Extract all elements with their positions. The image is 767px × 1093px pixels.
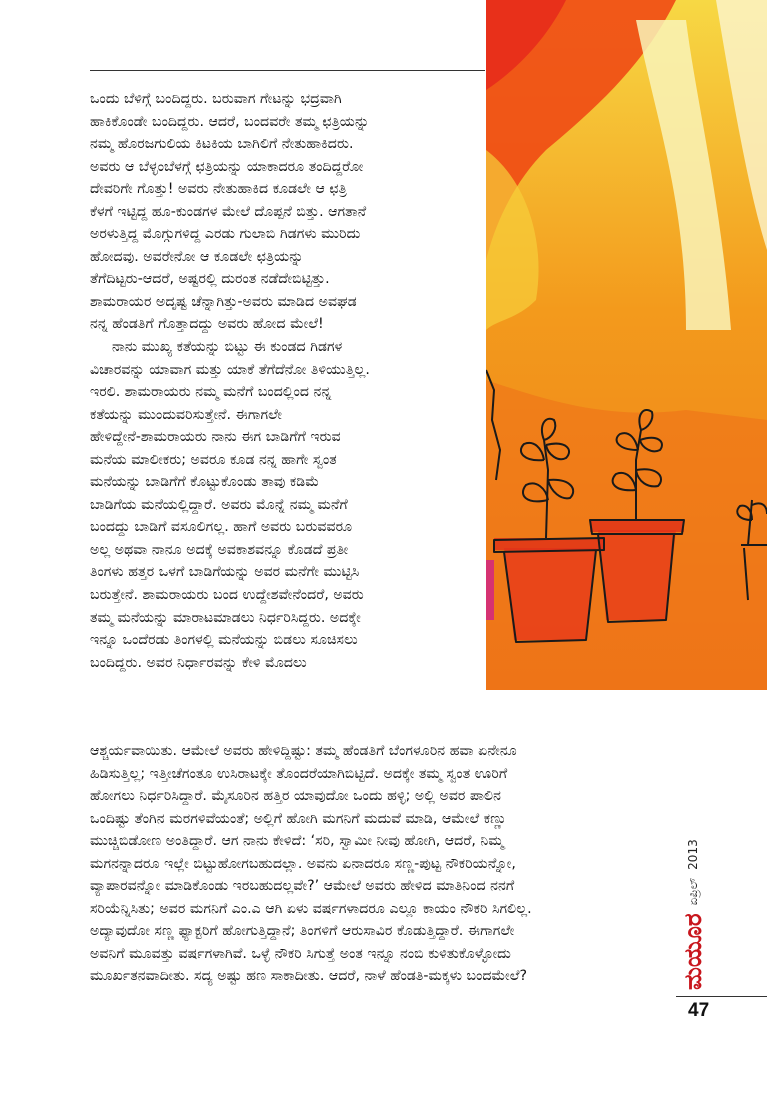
text-line: ಇನ್ನೂ ಒಂದೆರಡು ತಿಂಗಳಲ್ಲಿ ಮನೆಯನ್ನು ಬಿಡಲು ಸೂಚಿಸಲು — [90, 632, 358, 649]
text-line: ಆಶ್ಚರ್ಯವಾಯಿತು. ಆಮೇಲೆ ಅವರು ಹೇಳಿದ್ದಿಷ್ಟು: ತಮ್ಮ ಹೆಂಡತಿಗೆ ಬೆಂಗಳೂರಿನ ಹವಾ ಏನೇನೂ — [90, 743, 517, 759]
magazine-masthead — [676, 790, 710, 990]
text-line: ಇರಲಿ. ಶಾಮರಾಯರು ನಮ್ಮ ಮನೆಗೆ ಬಂದಲ್ಲಿಂದ ನನ್ನ — [90, 384, 332, 401]
text-line: ಅಲ್ಲ ಅಥವಾ ನಾನೂ ಅದಕ್ಕೆ ಅವಕಾಶವನ್ನೂ ಕೊಡದೆ ಪ್ರತೀ — [90, 541, 349, 558]
text-line: ಅದ್ಯಾವುದೋ ಸಣ್ಣ ಫ್ಯಾಕ್ಟರಿಗೆ ಹೋಗುತ್ತಿದ್ದಾನೆ; ತಿಂಗಳಿಗೆ ಆರುಸಾವಿರ ಕೊಡುತ್ತಿದ್ದಾರೆ. ಈಗಾಗಲೇ — [90, 923, 515, 940]
text-line: ಸರಿಯೆನ್ನಿಸಿತು; ಅವರ ಮಗನಿಗೆ ಎಂ.ಎ ಆಗಿ ಏಳು ವರ್ಷಗಳಾದರೂ ಎಲ್ಲೂ ಕಾಯಂ ನೌಕರಿ ಸಿಗಲಿಲ್ಲ. — [90, 900, 532, 917]
text-line: ಮನೆಯನ್ನು ಬಾಡಿಗೆಗೆ ಕೊಟ್ಟುಕೊಂಡು ತಾವು ಕಡಿಮೆ — [90, 474, 320, 491]
text-line: ಮುಚ್ಚಿಬಿಡೋಣ ಅಂತಿದ್ದಾರೆ. ಆಗ ನಾನು ಕೇಳಿದೆ: ‘ಸರಿ, ಸ್ವಾಮೀ ನೀವು ಹೋಗಿ, ಆದರೆ, ನಿಮ್ಮ — [90, 833, 504, 850]
text-line: ದೇವರಿಗೇ ಗೊತ್ತು! ಅವರು ನೇತುಹಾಕಿದ ಕೂಡಲೇ ಆ ಛತ್ರಿ — [90, 181, 347, 198]
text-line: ತಿಂಗಳು ಹತ್ತರ ಒಳಗೆ ಬಾಡಿಗೆಯನ್ನು ಅವರ ಮನೆಗೇ ಮುಟ್ಟಿಸಿ — [90, 564, 360, 581]
text-line: ಬಾಡಿಗೆಯ ಮನೆಯಲ್ಲಿದ್ದಾರೆ. ಅವರು ಮೊನ್ನೆ ನಮ್ಮ ಮನೆಗೆ — [90, 496, 348, 513]
issue-month: ಏಪ್ರಿಲ್ — [685, 877, 700, 906]
text-line: ನಾನು ಮುಖ್ಯ ಕತೆಯನ್ನು ಬಿಟ್ಟು ಈ ಕುಂಡದ ಗಿಡಗಳ — [112, 339, 343, 356]
issue-year: 2013 — [686, 839, 700, 870]
text-line: ಒಂದು ಬೆಳಿಗ್ಗೆ ಬಂದಿದ್ದರು. ಬರುವಾಗ ಗೇಟನ್ನು ಭದ್ರವಾಗಿ — [90, 91, 342, 107]
text-line: ಮೂರ್ಖತನವಾದೀತು. ಸದ್ಯ ಅಷ್ಟು ಹಣ ಸಾಕಾದೀತು. ಆದರೆ, ನಾಳೆ ಹೆಂಡತಿ-ಮಕ್ಕಳು ಬಂದಮೇಲೆ? — [90, 968, 527, 985]
text-line: ಕೆಳಗೆ ಇಟ್ಟಿದ್ದ ಹೂ-ಕುಂಡಗಳ ಮೇಲೆ ದೊಪ್ಪನೆ ಬಿತ್ತು. ಆಗತಾನೆ — [90, 203, 367, 220]
text-line: ಬಂದದ್ದು ಬಾಡಿಗೆ ವಸೂಲಿಗಲ್ಲ. ಹಾಗೆ ಅವರು ಬರುವವರೂ — [90, 519, 353, 536]
text-line: ಹಾಕಿಕೊಂಡೇ ಬಂದಿದ್ದರು. ಆದರೆ, ಬಂದವರೇ ತಮ್ಮ ಛತ್ರಿಯನ್ನು — [90, 113, 370, 130]
text-line: ಒಂದಿಷ್ಟು ತೆಂಗಿನ ಮರಗಳಿವೆಯಂತೆ; ಅಲ್ಲಿಗೆ ಹೋಗಿ ಮಗನಿಗೆ ಮದುವೆ ಮಾಡಿ, ಆಮೇಲೆ ಕಣ್ಣು — [90, 810, 507, 827]
text-line: ತೆಗೆದಿಟ್ಟರು-ಆದರೆ, ಅಷ್ಟರಲ್ಲಿ ದುರಂತ ನಡೆದೇಬಿಟ್ಟಿತ್ತು. — [90, 271, 330, 288]
text-line: ಹಿಡಿಸುತ್ತಿಲ್ಲ; ಇತ್ತೀಚೆಗಂತೂ ಉಸಿರಾಟಕ್ಕೇ ತೊಂದರೆಯಾಗಿಬಿಟ್ಟಿದೆ. ಅದಕ್ಕೇ ತಮ್ಮ ಸ್ವಂತ ಊರಿಗೆ — [90, 765, 508, 782]
text-line: ಅವನಿಗೆ ಮೂವತ್ತು ವರ್ಷಗಳಾಗಿವೆ. ಒಳ್ಳೆ ನೌಕರಿ ಸಿಗುತ್ತೆ ಅಂತ ಇನ್ನೂ ನಂಬಿ ಕುಳಿತುಕೊಳ್ಳೋದು — [90, 945, 511, 962]
text-line: ವಿಚಾರವನ್ನು ಯಾವಾಗ ಮತ್ತು ಯಾಕೆ ತೆಗೆದೆನೋ ತಿಳಿಯುತ್ತಿಲ್ಲ. — [90, 361, 370, 378]
top-rule — [90, 70, 485, 71]
page-number: 47 — [688, 1000, 710, 1021]
text-line: ಮಗನನ್ನಾದರೂ ಇಲ್ಲೇ ಬಿಟ್ಟುಹೋಗಬಹುದಲ್ಲಾ. ಅವನು ಏನಾದರೂ ಸಣ್ಣ-ಪುಟ್ಟ ನೌಕರಿಯನ್ನೋ, — [90, 855, 516, 872]
text-line: ವ್ಯಾಪಾರವನ್ನೋ ಮಾಡಿಕೊಂಡು ಇರಬಹುದಲ್ಲವೇ?’ ಆಮೇಲೆ ಅವರು ಹೇಳಿದ ಮಾತಿನಿಂದ ನನಗೆ — [90, 878, 515, 895]
footer-rule — [676, 996, 767, 997]
text-line: ಕತೆಯನ್ನು ಮುಂದುವರಿಸುತ್ತೇನೆ. ಈಗಾಗಲೇ — [90, 406, 283, 423]
text-line: ಮನೆಯ ಮಾಲೀಕರು; ಅವರೂ ಕೂಡ ನನ್ನ ಹಾಗೇ ಸ್ವಂತ — [90, 451, 337, 468]
text-line: ನನ್ನ ಹೆಂಡತಿಗೆ ಗೊತ್ತಾದದ್ದು ಅವರು ಹೋದ ಮೇಲೆ! — [90, 316, 324, 333]
text-line: ಬರುತ್ತೇನೆ. ಶಾಮರಾಯರು ಬಂದ ಉದ್ದೇಶವೇನೆಂದರೆ, ಅವರು — [90, 587, 364, 604]
text-line: ಹೋಗಲು ನಿರ್ಧರಿಸಿದ್ದಾರೆ. ಮೈಸೂರಿನ ಹತ್ತಿರ ಯಾವುದೋ ಒಂದು ಹಳ್ಳಿ; ಅಲ್ಲಿ ಅವರ ಪಾಲಿನ — [90, 788, 501, 805]
text-line: ಶಾಮರಾಯರ ಅದೃಷ್ಟ ಚೆನ್ನಾಗಿತ್ತು-ಅವರು ಮಾಡಿದ ಅವಘಡ — [90, 293, 357, 310]
magazine-logo: ಮಯೂರ — [679, 913, 707, 990]
text-line: ಬಂದಿದ್ದರು. ಅವರ ನಿರ್ಧಾರವನ್ನು ಕೇಳಿ ಮೊದಲು — [90, 654, 307, 671]
text-line: ಹೋದವು. ಅವರೇನೋ ಆ ಕೂಡಲೇ ಛತ್ರಿಯನ್ನು — [90, 248, 304, 265]
text-line: ಅರಳುತ್ತಿದ್ದ ಮೊಗ್ಗುಗಳಿದ್ದ ಎರಡು ಗುಲಾಬಿ ಗಿಡಗಳು ಮುರಿದು — [90, 226, 361, 243]
text-line: ಹೇಳಿದ್ದೇನೆ-ಶಾಮರಾಯರು ನಾನು ಈಗ ಬಾಡಿಗೆಗೆ ಇರುವ — [90, 429, 341, 446]
text-line: ನಮ್ಮ ಹೊರಜಗುಲಿಯ ಕಿಟಕಿಯ ಬಾಗಿಲಿಗೆ ನೇತುಹಾಕಿದರು. — [90, 136, 354, 153]
text-line: ಅವರು ಆ ಬೆಳ್ಳಂಬೆಳಗ್ಗೆ ಛತ್ರಿಯನ್ನು ಯಾಕಾದರೂ ತಂದಿದ್ದರೋ — [90, 158, 364, 175]
text-line: ತಮ್ಮ ಮನೆಯನ್ನು ಮಾರಾಟಮಾಡಲು ನಿರ್ಧರಿಸಿದ್ದರು. ಅದಕ್ಕೇ — [90, 609, 361, 626]
article-column-wide — [90, 740, 676, 988]
illustration-flower-pots — [486, 0, 767, 690]
article-column-narrow — [90, 88, 482, 674]
